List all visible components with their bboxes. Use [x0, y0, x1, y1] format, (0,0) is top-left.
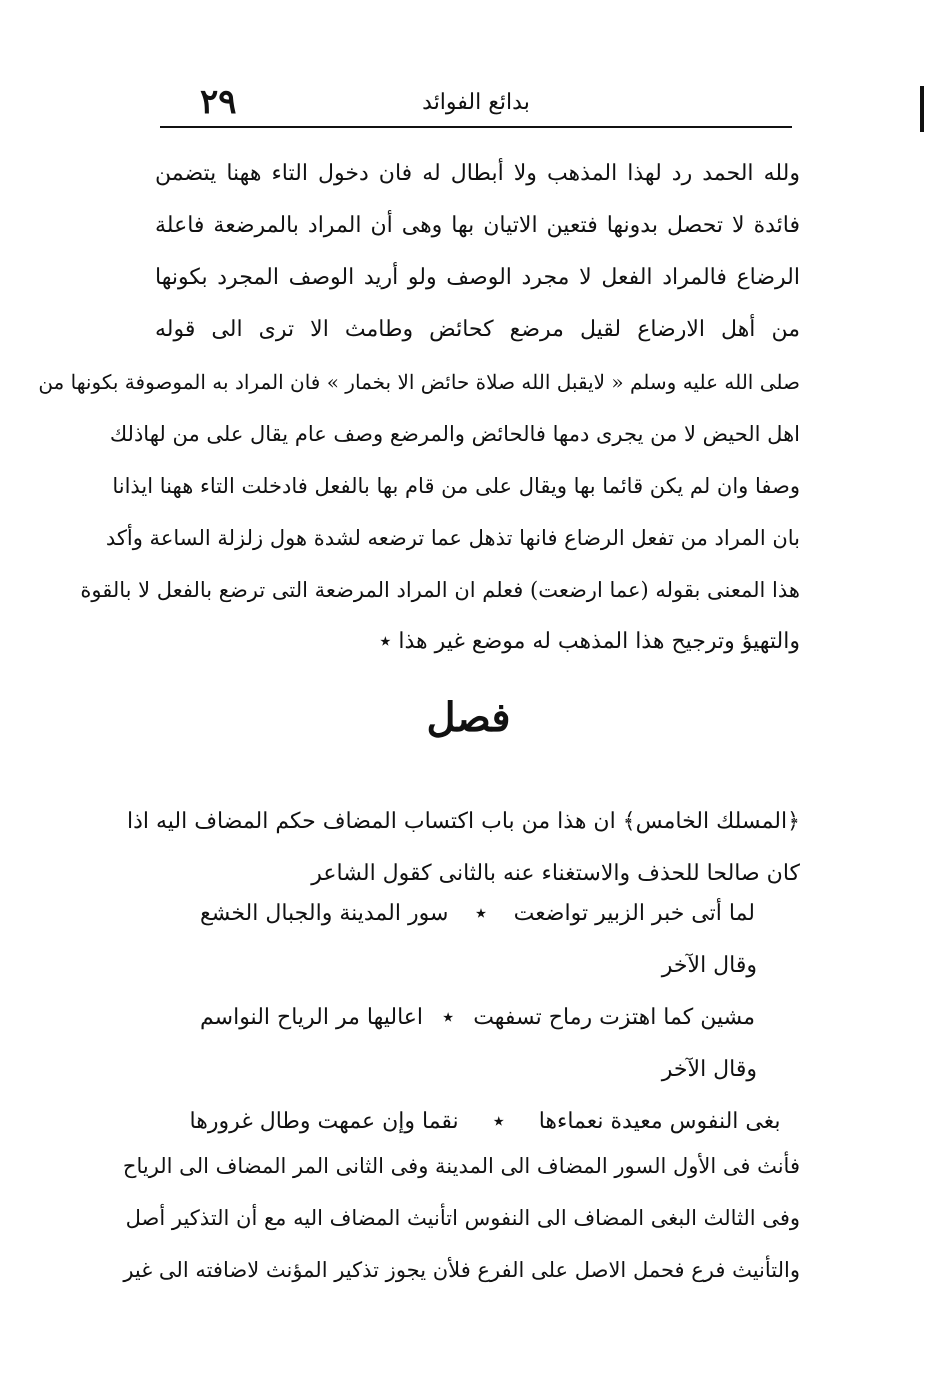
text-line: والتأنيث فرع فحمل الاصل على الفرع فلأن يجوز تذكير المؤنث لاضافته الى غير [123, 1258, 800, 1282]
text-line: فائدة لا تحصل بدونها فتعين الاتيان بها وهى أن المراد بالمرضعة فاعلة [155, 213, 800, 238]
verse-separator: ٭ [492, 1109, 505, 1134]
text-line: من أهل الارضاع لقيل مرضع كحائض وطامث الا ترى الى قوله [155, 317, 800, 342]
text-line: ولله الحمد رد لهذا المذهب ولا أبطال له فان دخول التاء ههنا يتضمن [155, 161, 800, 186]
poet-connector: وقال الآخر [661, 1057, 757, 1082]
verse-second-hemistich: نقما وإن عمهت وطال غرورها [189, 1109, 459, 1134]
paragraph-1 [38, 148, 800, 668]
page-number: ٢٩ [200, 82, 237, 122]
text-line: صلى الله عليه وسلم « لايقبل الله صلاة حائض الا بخمار » فان المراد به الموصوفة بكونها من [38, 370, 800, 394]
paragraph-2 [126, 796, 800, 900]
text-line: كان صالحا للحذف والاستغناء عنه بالثانى كقول الشاعر [311, 861, 800, 886]
paragraph-3 [122, 1140, 800, 1296]
text-line: بان المراد من تفعل الرضاع فانها تذهل عما ترضعه لشدة هول زلزلة الساعة وأكد [105, 526, 800, 550]
verse-separator: ٭ [474, 901, 487, 926]
poet-connector: وقال الآخر [661, 953, 757, 978]
text-line: الرضاع فالمراد الفعل لا مجرد الوصف ولو أريد الوصف المجرد بكونها [155, 265, 800, 290]
poem-verse-1 [200, 888, 755, 940]
text-line: ﴿المسلك الخامس﴾ ان هذا من باب اكتساب المضاف حكم المضاف اليه اذا [126, 809, 800, 834]
page-header [160, 82, 792, 130]
verse-separator: ٭ [442, 1005, 455, 1030]
text-line: والتهيؤ وترجيح هذا المذهب له موضع غير هذا ٭ [379, 629, 800, 654]
verse-first-hemistich: مشين كما اهتزت رماح تسفهت [473, 1005, 755, 1030]
section-heading: فصل [426, 694, 511, 741]
text-line: اهل الحيض لا من يجرى دمها فالحائض والمرضع وصف عام يقال على من لهاذلك [109, 422, 800, 446]
poem-verse-2 [200, 992, 755, 1044]
text-line: فأنث فى الأول السور المضاف الى المدينة وفى الثانى المر المضاف الى الرياح [122, 1154, 800, 1178]
verse-first-hemistich: لما أتى خبر الزبير تواضعت [513, 901, 755, 926]
margin-mark [920, 86, 924, 132]
text-line: وصفا وان لم يكن قائما بها ويقال على من قام بها بالفعل فادخلت التاء ههنا ايذانا [112, 474, 800, 498]
text-line: هذا المعنى بقوله (عما ارضعت) فعلم ان المراد المرضعة التى ترضع بالفعل لا بالقوة [80, 578, 800, 602]
verse-second-hemistich: سور المدينة والجبال الخشع [200, 901, 449, 926]
verse-first-hemistich: بغى النفوس معيدة نعماءها [538, 1109, 781, 1134]
verse-second-hemistich: اعاليها مر الرياح النواسم [200, 1005, 424, 1030]
text-line: وفى الثالث البغى المضاف الى النفوس اتأنيث المضاف اليه مع أن التذكير أصل [125, 1206, 800, 1230]
header-rule [160, 126, 792, 128]
running-title: بدائع الفوائد [422, 90, 530, 115]
